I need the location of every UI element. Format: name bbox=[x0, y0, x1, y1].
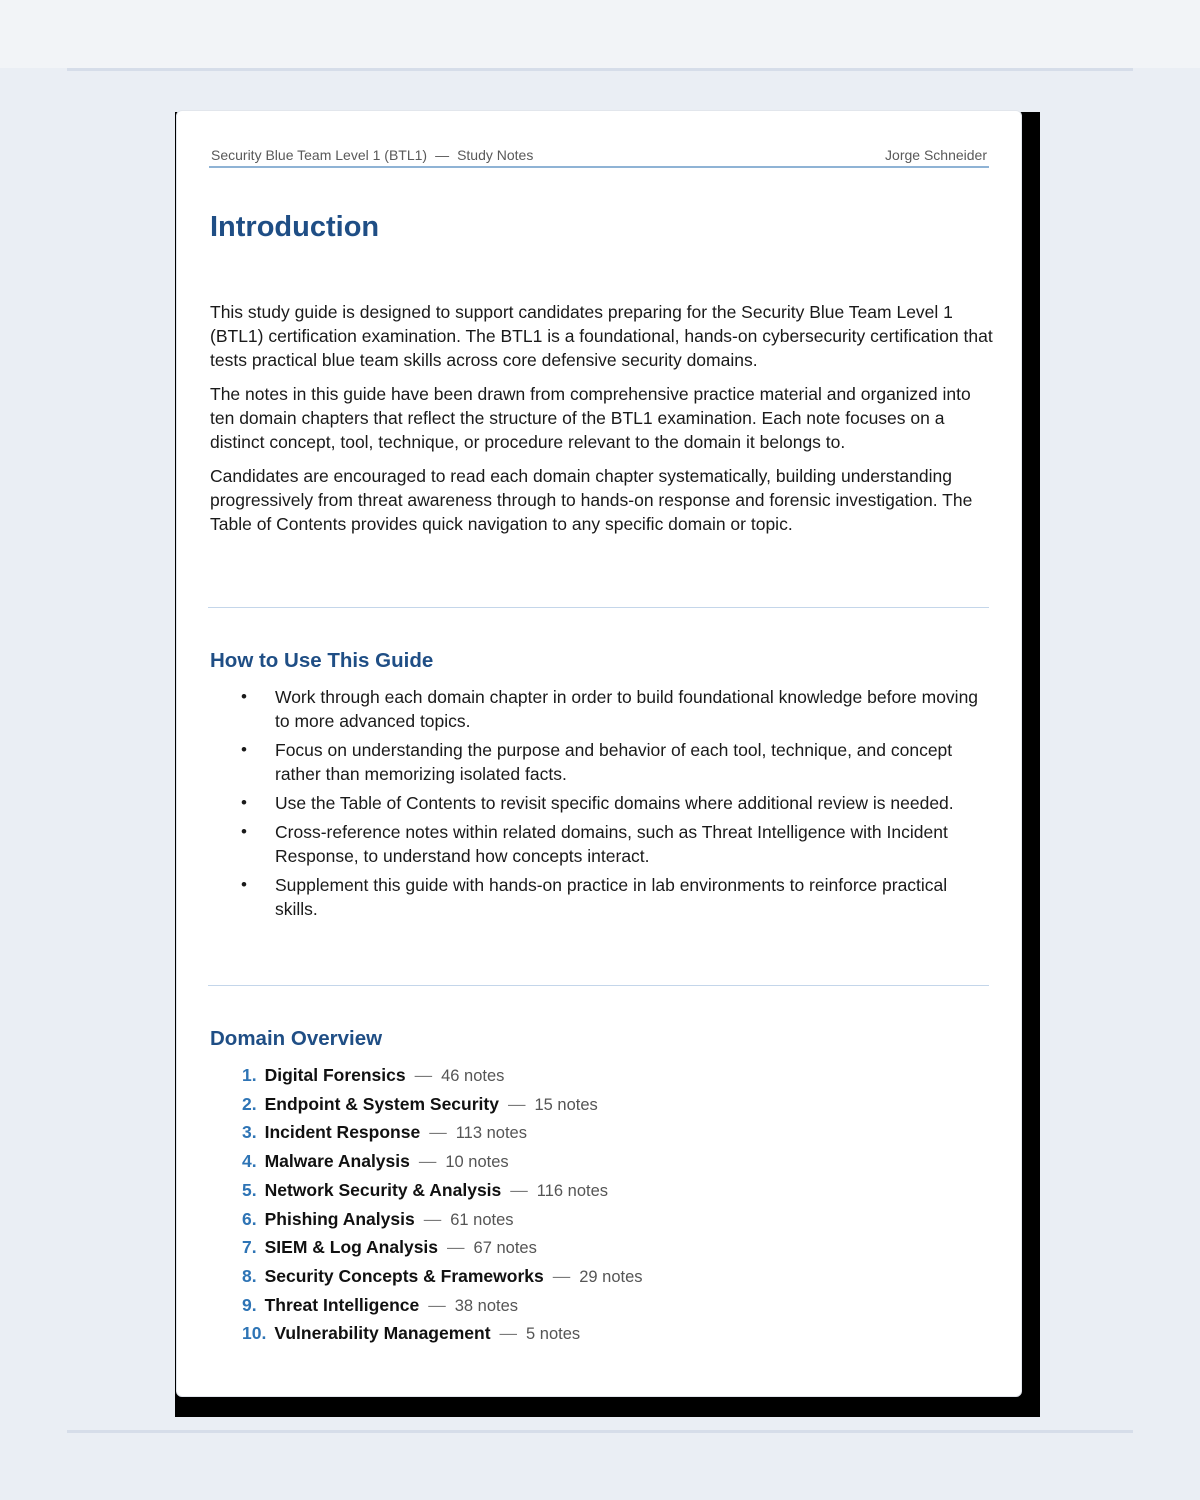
domain-dash: — bbox=[423, 1208, 442, 1229]
section-divider bbox=[208, 607, 989, 608]
domain-dash: — bbox=[447, 1237, 465, 1258]
header-author: Jorge Schneider bbox=[885, 147, 987, 163]
guide-item bbox=[210, 791, 994, 815]
domain-item bbox=[242, 1091, 643, 1120]
header-subtitle: Study Notes bbox=[457, 147, 534, 163]
domain-dash: — bbox=[428, 1294, 446, 1315]
running-header bbox=[209, 147, 989, 168]
domain-count: 38 notes bbox=[454, 1296, 519, 1315]
domain-count: 5 notes bbox=[526, 1325, 581, 1344]
domain-item bbox=[242, 1119, 643, 1148]
header-course: Security Blue Team Level 1 (BTL1) bbox=[211, 147, 428, 163]
domain-name: Vulnerability Management bbox=[274, 1323, 491, 1344]
domain-item bbox=[242, 1292, 643, 1321]
domain-number: 3. bbox=[242, 1122, 257, 1143]
domain-name: Phishing Analysis bbox=[264, 1208, 415, 1229]
domain-name: Endpoint & System Security bbox=[264, 1093, 499, 1114]
domain-number: 2. bbox=[242, 1093, 257, 1114]
domain-item bbox=[242, 1234, 643, 1263]
domain-item bbox=[242, 1320, 643, 1349]
domains-title: Domain Overview bbox=[210, 1027, 383, 1050]
domain-number: 10. bbox=[242, 1323, 267, 1344]
header-left bbox=[211, 147, 533, 163]
viewer-bottom-rule bbox=[67, 1430, 1133, 1433]
domain-count: 67 notes bbox=[473, 1239, 537, 1258]
bullet-icon: • bbox=[241, 875, 247, 894]
domain-item bbox=[242, 1062, 643, 1091]
domain-name: Threat Intelligence bbox=[264, 1294, 420, 1315]
guide-item bbox=[210, 738, 994, 786]
domain-count: 46 notes bbox=[441, 1067, 505, 1085]
domain-count: 10 notes bbox=[445, 1153, 509, 1172]
domain-name: Network Security & Analysis bbox=[264, 1179, 502, 1200]
domain-count: 113 notes bbox=[455, 1124, 527, 1143]
viewer-toolbar bbox=[0, 0, 1200, 68]
bullet-icon: • bbox=[241, 687, 247, 706]
domain-name: SIEM & Log Analysis bbox=[264, 1237, 439, 1258]
domain-dash: — bbox=[429, 1122, 447, 1143]
guide-item-text: Cross-reference notes within related domains, such as Threat Intelligence with Incident Response, to understand how concepts interact. bbox=[275, 822, 948, 866]
domain-item bbox=[242, 1177, 643, 1206]
bullet-icon: • bbox=[241, 822, 247, 841]
intro-body bbox=[210, 300, 994, 546]
domain-number: 8. bbox=[242, 1265, 257, 1286]
domain-item bbox=[242, 1206, 643, 1235]
bullet-icon: • bbox=[241, 793, 247, 812]
domain-item bbox=[242, 1263, 643, 1292]
guide-item-text: Use the Table of Contents to revisit specific domains where additional review is needed. bbox=[275, 793, 954, 813]
domain-dash: — bbox=[510, 1179, 528, 1200]
intro-paragraph: Candidates are encouraged to read each domain chapter systematically, building understanding progressively from threat awareness through to hands-on response and forensic investigation. The Table of Contents provides quick navigation to any specific domain or topic. bbox=[210, 466, 973, 534]
bullet-icon: • bbox=[241, 740, 247, 759]
document-page bbox=[176, 110, 1022, 1397]
domain-name: Security Concepts & Frameworks bbox=[264, 1265, 544, 1286]
domain-count: 61 notes bbox=[450, 1210, 514, 1229]
domain-dash: — bbox=[414, 1065, 433, 1085]
guide-title: How to Use This Guide bbox=[210, 649, 434, 672]
intro-paragraph: The notes in this guide have been drawn from comprehensive practice material and organized into ten domain chapters that reflect the structure of the BTL1 examination. Each note focuses on a distinct concept, tool, technique, or procedure relevant to the domain it belongs to. bbox=[210, 384, 971, 452]
guide-list bbox=[210, 685, 994, 926]
domain-dash: — bbox=[499, 1323, 518, 1344]
domain-name: Digital Forensics bbox=[264, 1065, 406, 1085]
domain-dash: — bbox=[418, 1151, 437, 1172]
section-divider bbox=[208, 985, 989, 986]
domain-count: 15 notes bbox=[534, 1095, 598, 1114]
domain-number: 1. bbox=[242, 1065, 257, 1085]
header-separator: — bbox=[435, 147, 450, 163]
guide-item bbox=[210, 685, 994, 733]
guide-item bbox=[210, 820, 994, 868]
domain-list bbox=[242, 1062, 643, 1349]
domain-number: 5. bbox=[242, 1179, 257, 1200]
guide-item-text: Work through each domain chapter in order to build foundational knowledge before moving to more advanced topics. bbox=[275, 687, 979, 731]
intro-paragraph: This study guide is designed to support candidates preparing for the Security Blue Team Level 1 (BTL1) certification examination. The BTL1 is a foundational, hands-on cybersecurity certification that tests practical blue team skills across core defensive security domains. bbox=[210, 302, 993, 370]
domain-number: 9. bbox=[242, 1294, 257, 1315]
domain-count: 116 notes bbox=[536, 1181, 609, 1200]
viewer-top-rule bbox=[67, 68, 1133, 71]
domain-dash: — bbox=[552, 1265, 571, 1286]
domain-number: 4. bbox=[242, 1151, 257, 1172]
domain-name: Incident Response bbox=[264, 1122, 421, 1143]
domain-item bbox=[242, 1148, 643, 1177]
domain-number: 7. bbox=[242, 1237, 257, 1258]
domain-count: 29 notes bbox=[579, 1267, 643, 1286]
domain-number: 6. bbox=[242, 1208, 257, 1229]
guide-item-text: Supplement this guide with hands-on practice in lab environments to reinforce practical skills. bbox=[275, 875, 948, 919]
intro-title: Introduction bbox=[210, 211, 380, 243]
domain-dash: — bbox=[507, 1093, 526, 1114]
guide-item bbox=[210, 873, 994, 921]
guide-item-text: Focus on understanding the purpose and behavior of each tool, technique, and concept rather than memorizing isolated facts. bbox=[275, 740, 953, 784]
domain-name: Malware Analysis bbox=[264, 1151, 410, 1172]
